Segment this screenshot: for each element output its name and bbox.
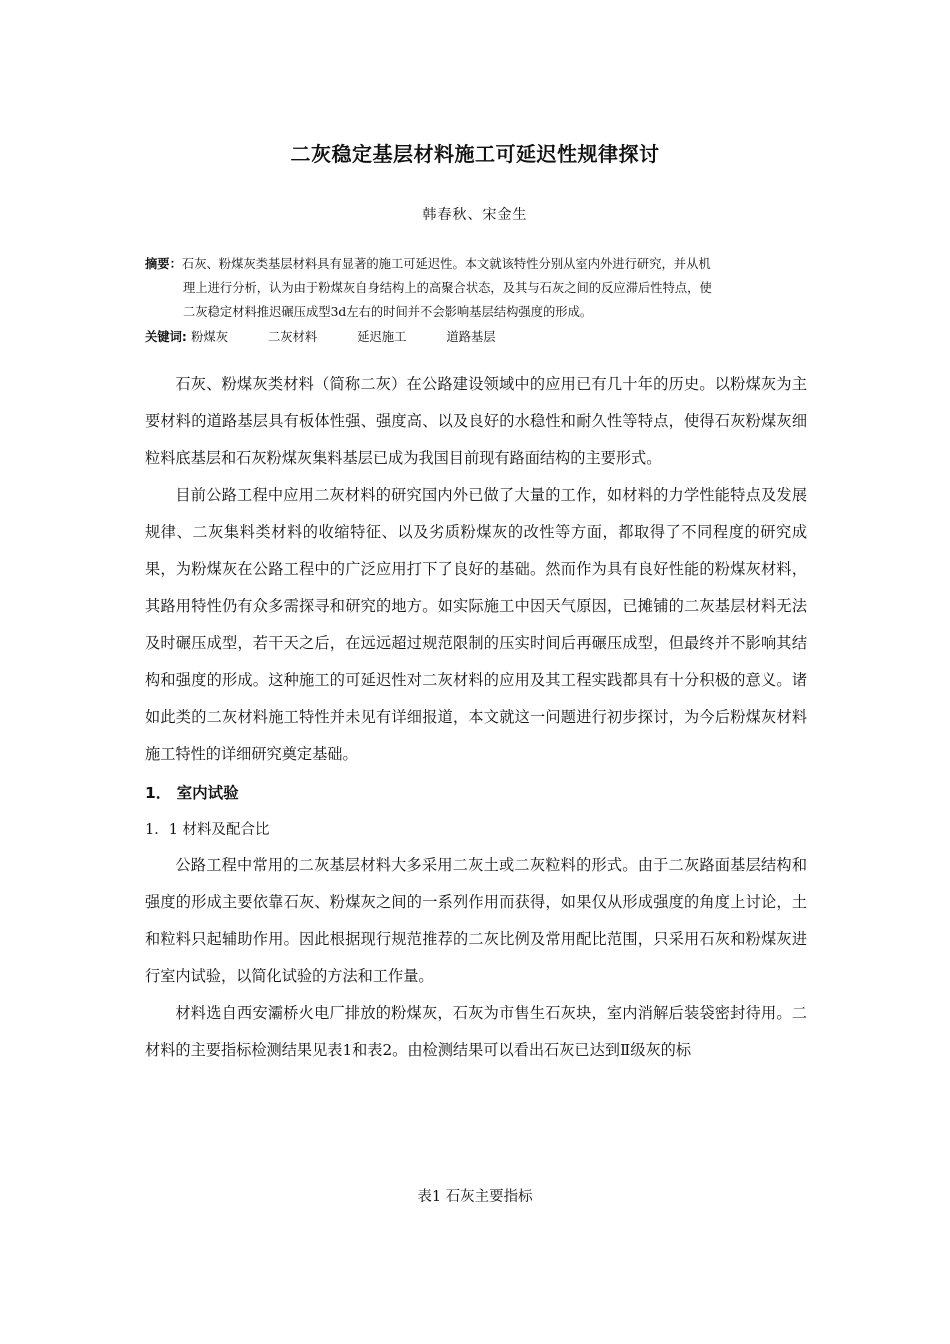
keywords: [145, 326, 805, 348]
abstract-label: 摘要：: [145, 257, 182, 271]
abstract-line-1: 石灰、粉煤灰类基层材料具有显著的施工可延迟性。本文就该特性分别从室内外进行研究，并从机: [181, 257, 711, 271]
abstract: [145, 252, 805, 324]
body-text: [145, 366, 807, 1069]
keyword-item: 延迟施工: [357, 330, 407, 344]
paper-title: 二灰稳定基层材料施工可延迟性规律探讨: [290, 142, 660, 166]
authors: 韩春秋、宋金生: [422, 207, 528, 223]
abstract-line-2: 理上进行分析，认为由于粉煤灰自身结构上的高聚合状态，及其与石灰之间的反应滞后性特点，使: [183, 281, 712, 295]
keyword-item: 二灰材料: [268, 330, 318, 344]
abstract-line-3: 二灰稳定材料推迟碾压成型3d左右的时间并不会影响基层结构强度的形成。: [183, 305, 593, 319]
subsection-heading: 1．1 材料及配合比: [145, 822, 270, 838]
keyword-item: 道路基层: [446, 330, 496, 344]
paragraph-materials-1: 公路工程中常用的二灰基层材料大多采用二灰土或二灰粒料的形式。由于二灰路面基层结构和强度的形成主要依靠石灰、粉煤灰之间的一系列作用而获得，如果仅从形成强度的角度上讨论，土和粒料只起辅助作用。因此根据现行规范推荐的二灰比例及常用配比范围，只采用石灰和粉煤灰进行室内试验，以简化试验的方法和工作量。: [145, 856, 807, 985]
keywords-label: 关键词:: [145, 330, 192, 344]
keyword-item: 粉煤灰: [191, 330, 228, 344]
table-caption: 表1 石灰主要指标: [417, 1189, 533, 1205]
section-heading: 1． 室内试验: [145, 784, 239, 802]
paragraph-intro-1: 石灰、粉煤灰类材料（简称二灰）在公路建设领域中的应用已有几十年的历史。以粉煤灰为主要材料的道路基层具有板体性强、强度高、以及良好的水稳性和耐久性等特点，使得石灰粉煤灰细粒料底基层和石灰粉煤灰集料基层已成为我国目前现有路面结构的主要形式。: [145, 375, 807, 467]
paragraph-materials-2: 材料选自西安灞桥火电厂排放的粉煤灰，石灰为市售生石灰块，室内消解后装袋密封待用。二材料的主要指标检测结果见表1和表2。由检测结果可以看出石灰已达到Ⅱ级灰的标: [145, 1004, 807, 1059]
paragraph-intro-2: 目前公路工程中应用二灰材料的研究国内外已做了大量的工作，如材料的力学性能特点及发展规律、二灰集料类材料的收缩特征、以及劣质粉煤灰的改性等方面，都取得了不同程度的研究成果，为粉煤灰在公路工程中的广泛应用打下了良好的基础。然而作为具有良好性能的粉煤灰材料，其路用特性仍有众多需探寻和研究的地方。如实际施工中因天气原因，已摊铺的二灰基层材料无法及时碾压成型，若干天之后，在远远超过规范限制的压实时间后再碾压成型，但最终并不影响其结构和强度的形成。这种施工的可延迟性对二灰材料的应用及其工程实践都具有十分积极的意义。诸如此类的二灰材料施工特性并未见有详细报道，本文就这一问题进行初步探讨，为今后粉煤灰材料施工特性的详细研究奠定基础。: [145, 486, 807, 763]
